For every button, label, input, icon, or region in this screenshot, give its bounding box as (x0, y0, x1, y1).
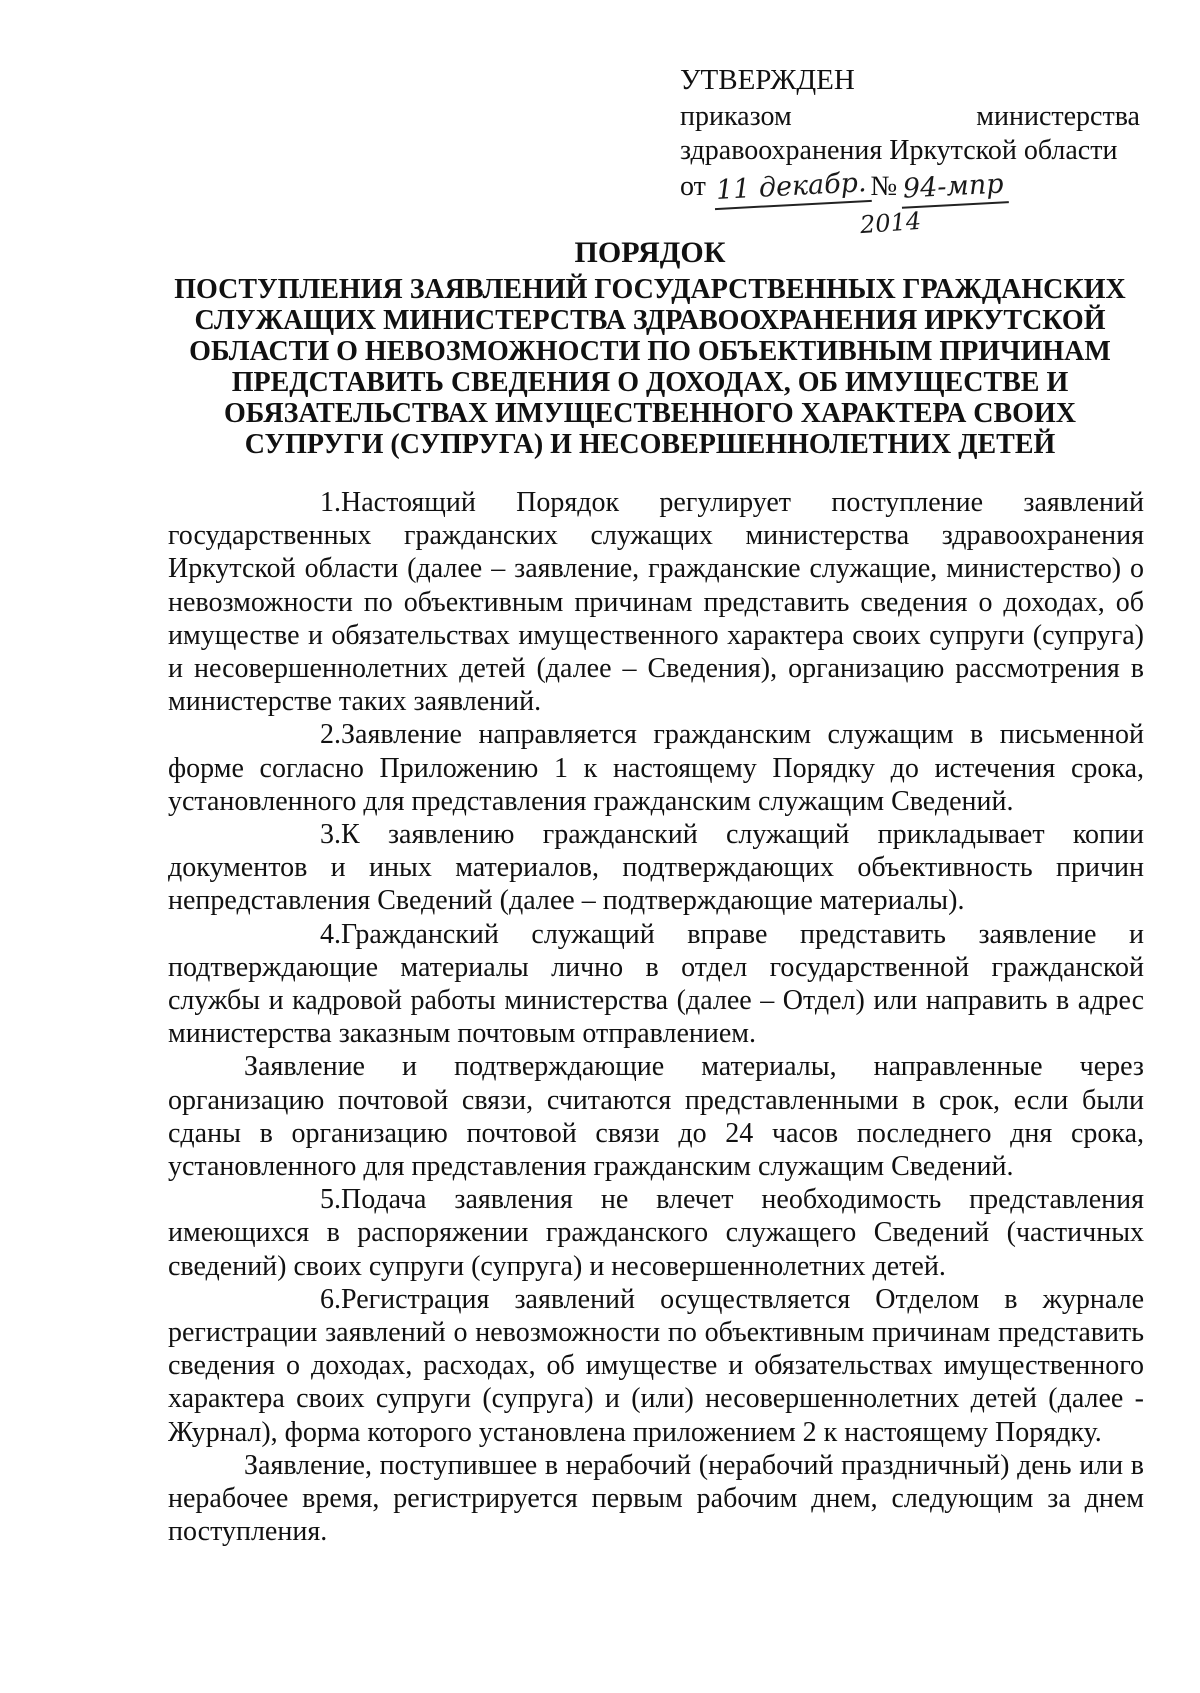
document-body (168, 486, 1144, 1549)
title-line: СУПРУГИ (СУПРУГА) И НЕСОВЕРШЕННОЛЕТНИХ ДЕТЕЙ (244, 429, 1056, 460)
document-title: ПОРЯДОК (574, 236, 726, 269)
approval-line-1-left: приказом (680, 101, 792, 132)
handwritten-year: 2014 (859, 206, 922, 240)
title-line: ОБЛАСТИ О НЕВОЗМОЖНОСТИ ПО ОБЪЕКТИВНЫМ ПРИЧИНАМ (189, 336, 1111, 367)
paragraph-6-continued (168, 1449, 1144, 1549)
paragraph-number: 6. (320, 1283, 341, 1315)
approval-heading: УТВЕРЖДЕН (680, 64, 855, 96)
title-line: ОБЯЗАТЕЛЬСТВАХ ИМУЩЕСТВЕННОГО ХАРАКТЕРА СВОИХ (224, 398, 1076, 429)
title-line: ПОСТУПЛЕНИЯ ЗАЯВЛЕНИЙ ГОСУДАРСТВЕННЫХ ГРАЖДАНСКИХ (174, 274, 1126, 305)
paragraph-3 (168, 818, 1144, 918)
paragraph-6 (168, 1283, 1144, 1449)
paragraph-text: Гражданский служащий вправе представить заявление и подтверждающие материалы лично в отдел государственной гражданской службы и кадровой работы министерства (далее – Отдел) или направить в адрес министерства заказным почтовым отправлением. (168, 918, 1144, 1050)
paragraph-text: Настоящий Порядок регулирует поступление заявлений государственных гражданских служащих министерства здравоохранения Иркутской области (далее – заявление, гражданские служащие, министерство) о невозможности по объективным причинам представить сведения о доходах, об имуществе и обязательствах имущественного характера своих супруги (супруга) и несовершеннолетних детей (далее – Сведения), организацию рассмотрения в министерстве таких заявлений. (168, 487, 1144, 718)
paragraph-4 (168, 918, 1144, 1051)
title-line: ПРЕДСТАВИТЬ СВЕДЕНИЯ О ДОХОДАХ, ОБ ИМУЩЕСТВЕ И (231, 367, 1069, 398)
paragraph-number: 5. (320, 1184, 341, 1216)
paragraph-5 (168, 1183, 1144, 1283)
paragraph-text: Подача заявления не влечет необходимость представления имеющихся в распоряжении гражданского служащего Сведений (частичных сведений) своих супруги (супруга) и несовершеннолетних детей. (168, 1184, 1144, 1282)
paragraph-text: Регистрация заявлений осуществляется Отделом в журнале регистрации заявлений о невозможности по объективным причинам представить сведения о доходах, расходах, об имуществе и обязательствах имущественного характера своих супруги (супруга) и (или) несовершеннолетних детей (далее - Журнал), форма которого установлена приложением 2 к настоящему Порядку. (168, 1283, 1144, 1448)
title-line: СЛУЖАЩИХ МИНИСТЕРСТВА ЗДРАВООХРАНЕНИЯ ИРКУТСКОЙ (194, 305, 1106, 336)
paragraph-text: Заявление и подтверждающие материалы, направленные через организацию почтовой связи, считаются представленными в срок, если были сданы в организацию почтовой связи до 24 часов последнего дня срока, установленного для представления гражданским служащим Сведений. (168, 1051, 1144, 1183)
date-prefix: от (680, 171, 706, 202)
paragraph-number: 3. (320, 819, 341, 851)
paragraph-text: К заявлению гражданский служащий прикладывает копии документов и иных материалов, подтверждающих объективность причин непредставления Сведений (далее – подтверждающие материалы). (168, 819, 1144, 917)
paragraph-1 (168, 486, 1144, 718)
paragraph-2 (168, 718, 1144, 818)
document-title-block (150, 236, 1150, 460)
paragraph-text: Заявление направляется гражданским служащим в письменной форме согласно Приложению 1 к настоящему Порядку до истечения срока, установленного для представления гражданским служащим Сведений. (168, 719, 1144, 817)
paragraph-number: 4. (320, 918, 341, 950)
handwritten-number: 94-мпр (900, 167, 1008, 209)
approval-line-1 (680, 100, 1140, 134)
paragraph-number: 2. (320, 719, 341, 751)
paragraph-4-continued (168, 1050, 1144, 1183)
paragraph-number: 1. (320, 487, 341, 518)
handwritten-date: 11 декабр. (713, 166, 871, 210)
number-sign: № (870, 171, 898, 202)
approval-date-line (680, 167, 1140, 206)
approval-line-1-right: министерства (976, 101, 1140, 132)
approval-line-2: здравоохранения Иркутской области (680, 135, 1118, 166)
paragraph-text: Заявление, поступившее в нерабочий (нерабочий праздничный) день или в нерабочее время, регистрируется первым рабочим днем, следующим за днем поступления. (168, 1449, 1144, 1548)
approval-stamp-block (680, 60, 1140, 240)
